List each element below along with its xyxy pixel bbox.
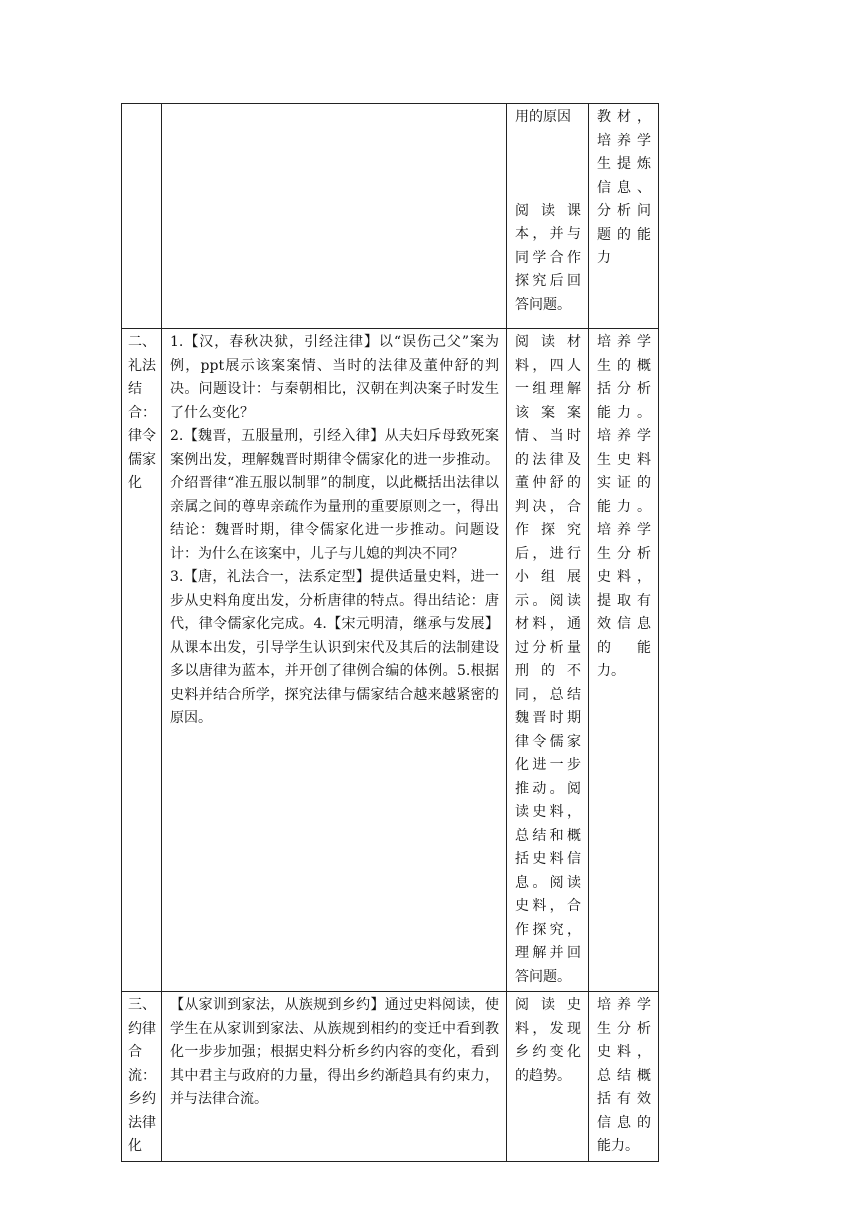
content-paragraph: 2.【魏晋，五服量刑，引经入律】从夫妇斥母致死案案例出发，理解魏晋时期律令儒家化的进一步推动。介绍晋律“准五服以制罪”的制度，以此概括出法律以亲属之间的尊卑亲疏作为量刑的重要原则之一，得出结论：魏晋时期，律令儒家化进一步推动。问题设计：为什么在该案中，儿子与儿媳的判决不同？ — [170, 428, 499, 562]
content-paragraph: 1.【汉，春秋决狱，引经注律】以“误伤己父”案为例，ppt展示该案案情、当时的法律及董仲舒的判决。问题设计：与秦朝相比，汉朝在判决案子时发生了什么变化？ — [170, 334, 499, 421]
cell-spacer — [515, 130, 581, 200]
table-row — [122, 329, 659, 992]
content-paragraph: 3.【唐，礼法合一，法系定型】提供适量史料，进一步从史料角度出发，分析唐律的特点。得出结论：唐代，律令儒家化完成。4.【宋元明清，继承与发展】从课本出发，引导学生认识到宋代及其后的法制建设多以唐律为蓝本，并开创了律例合编的体例。5.根据史料并结合所学，探究法律与儒家结合越来越紧密的原因。 — [170, 569, 499, 726]
content-cell — [162, 329, 507, 992]
content-cell: 【从家训到家法，从族规到乡约】通过史料阅读，使学生在从家训到家法、从族规到相约的变迁中看到教化一步步加强；根据史料分析乡约内容的变化，看到其中君主与政府的力量，得出乡约渐趋具有约束力，并与法律合流。 — [162, 992, 507, 1162]
stage-cell: 二、礼法结合：律令儒家化 — [122, 329, 162, 992]
student-activity-cell: 阅读史料，发现乡约变化的趋势。 — [507, 992, 589, 1162]
lesson-plan-table — [121, 103, 659, 1162]
design-intent-cell: 教材，培养学生提炼信息、分析问题的能力 — [589, 104, 659, 329]
content-cell — [162, 104, 507, 329]
student-activity-bottom: 阅读课本，并与同学合作探究后回答问题。 — [515, 202, 581, 313]
student-activity-cell — [507, 104, 589, 329]
design-intent-cell: 培养学生的概括分析能力。培养学生史料实证的能力。培养学生分析史料，提取有效信息的能力。 — [589, 329, 659, 992]
stage-cell: 三、约律合流：乡约法律化 — [122, 992, 162, 1162]
student-activity-top: 用的原因 — [515, 109, 571, 125]
table-row — [122, 104, 659, 329]
table-row — [122, 992, 659, 1162]
stage-cell — [122, 104, 162, 329]
design-intent-cell: 培养学生分析史料，总结概括有效信息的能力。 — [589, 992, 659, 1162]
student-activity-cell: 阅读材料，四人一组理解该案案情、当时的法律及董仲舒的判决，合作探究后，进行小组展示。阅读材料，通过分析量刑的不同，总结魏晋时期律令儒家化进一步推动。阅读史料，总结和概括史料信息。阅读史料，合作探究，理解并回答问题。 — [507, 329, 589, 992]
